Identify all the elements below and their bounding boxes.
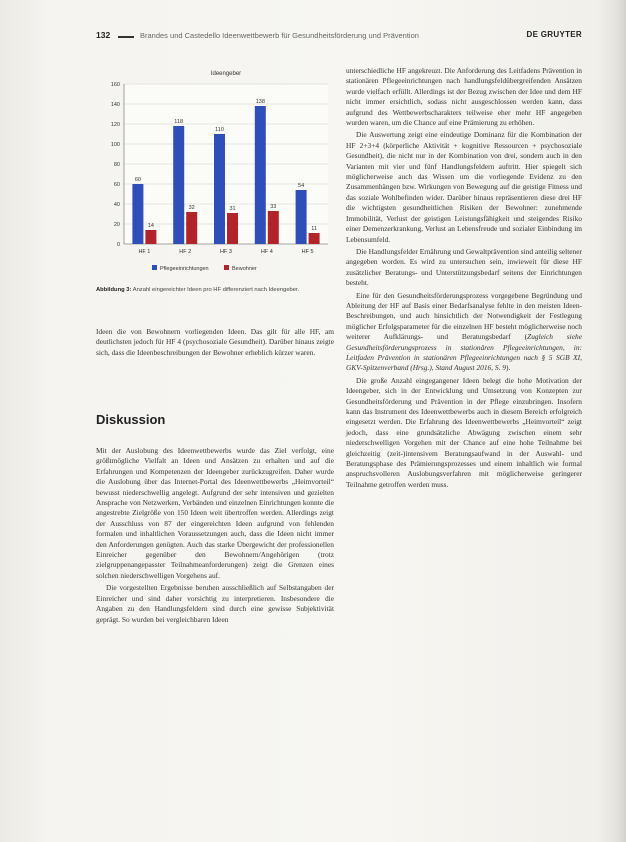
left-top-text [96,327,334,360]
page-number: 132 [96,30,111,40]
paragraph-with-reference [346,291,582,374]
data-label: 138 [255,99,265,105]
bar-pflegeeinrichtungen [214,134,225,244]
paragraph: Mit der Auslobung des Ideenwettbewerbs wurde das Ziel verfolgt, eine größtmögliche Vielfalt an Ideen und Ansätzen zu erhalten und auf die Erfahrungen und Kompetenzen der Ideengeber zurückzugreifen. Daher wurde die Auslobung über das Internet-Portal des Ideenwettbewerbs „Heimvorteil“ bewusst niederschwellig angelegt. Aufgrund der sehr intensiven und gezielten Ansprache von Netzwerken, Verbänden und einzelnen Einrichtungen konnte die angestrebte Zielgröße von 150 Ideen weit übertroffen werden. Allerdings zeigt der Ausschluss von 87 der eingereichten Ideen aufgrund von fehlenden formalen und inhaltlichen Voraussetzungen auch, dass die Ideen nicht immer den Anforderungen genügten. Auch das starke Übergewicht der professionellen Einreicher gegenüber den Bewohnern/Angehörigen (trotz zielgruppenangepasster Teilnahmeanforderungen) zeigt die Grenzen eines solchen niederschwelligen Vorgehens auf. [96,446,334,580]
bar-bewohner [145,230,156,244]
paragraph: Die vorgestellten Ergebnisse beruhen ausschließlich auf Selbstangaben der Einreicher und sind daher vorsichtig zu interpretieren. Insbesondere die Angaben zu den Handlungsfeldern sind durch eine gewisse Subjektivität geprägt. So wurden bei vergleichbaren Ideen [96,583,334,624]
bar-bewohner [309,233,320,244]
spine-shadow [598,0,626,842]
y-tick-label: 80 [113,162,120,168]
bar-pflegeeinrichtungen [255,106,266,244]
data-label: 11 [311,226,317,232]
paragraph: Die Handlungsfelder Ernährung und Gewaltprävention sind anteilig seltener angegeben worden. Es wird zu untersuchen sein, inwieweit für diese HF zusätzlicher Beratungs- und Unterstützungsbedarf seitens der Einrichtungen besteht. [346,246,582,288]
legend-swatch-pflegeeinrichtungen [152,265,157,270]
data-label: 60 [134,177,141,183]
caption-text: Anzahl eingereichter Ideen pro HF differenziert nach Ideengeber. [132,287,300,293]
x-tick-label: HF 2 [179,249,192,255]
paragraph: Die große Anzahl eingegangener Ideen belegt die hohe Motivation der Ideengeber, sich in der Entwicklung und Umsetzung von Konzepten zur Gesundheitsförderung und Prävention in der Pflege einzubringen. Insofern kann das Instrument des Ideenwettbewerbs auch in diesem Bereich erfolgreich eingesetzt werden. Die Erfahrung des Ideenwettbewerbs „Heimvorteil“ zeigt jedoch, dass eine grundsätzliche Abwägung zwischen einem sehr niederschwelligen Vorgehen mit der Chance auf eine hohe Teilnahme bei gleichzeitig (zeit-)intensivem Beratungsaufwand in der Auswahl- und Beratungsphase des Prämierungsprozesses und einem inhaltlich wie formal anspruchsvolleren Auslobungsverfahren mit möglicherweise geringerer Teilnahme getroffen werden muss. [346,375,582,489]
right-column-text [346,66,582,492]
paragraph: Ideen die von Bewohnern vorliegenden Ideen. Das gilt für alle HF, am deutlichsten jedoch für HF 4 (psychosoziale Gesundheit). Darüber hinaus zeigte sich, dass die Ideenbeschreibungen der Bewohner erheblich kürzer waren. [96,327,334,357]
bar-bewohner [227,213,238,244]
header-dash [118,36,134,38]
figure-bar-chart [96,64,338,282]
y-tick-label: 20 [113,222,120,228]
chart-title: Ideengeber [210,71,242,77]
left-bottom-text [96,446,334,627]
bar-bewohner [268,211,279,244]
section-heading-diskussion: Diskussion [96,412,166,427]
bar-pflegeeinrichtungen [132,184,143,244]
running-title: Brandes und Castedello Ideenwettbewerb für Gesundheitsförderung und Prävention [140,31,419,40]
text-run: ). [506,363,511,373]
data-label: 32 [188,205,195,211]
x-tick-label: HF 1 [138,249,151,255]
bar-chart [96,64,338,282]
paragraph: unterschiedliche HF angekreuzt. Die Anforderung des Leitfadens Prävention in stationären Pflegeeinrichtungen nach handlungsfeldübergreifenden Ansätzen wurde vielfach erfüllt. Allerdings ist der Bezug zwischen der Idee und dem HF nicht immer ersichtlich, sodass nicht ausgeschlossen werden kann, dass aufgrund des Wettbewerbscharakters teilweise eher mehr HF angegeben wurden waren, um die Chance auf eine Prämierung zu erhöhen. [346,66,582,128]
data-label: 110 [215,127,224,133]
x-tick-label: HF 4 [260,249,273,255]
bar-pflegeeinrichtungen [296,190,307,244]
figure-caption [96,286,336,294]
legend-label: Bewohner [232,266,257,272]
publisher-name: DE GRUYTER [526,30,582,39]
text-run: Eine für den Gesundheitsförderungsprozess vorgegebene Begründung und Ableitung der HF auf Basis einer Bedarfsanalyse fehlte in den meisten Ideen-Beschreibungen, und auch hinsichtlich der Notwendigkeit der Festlegung möglicher Erfolgsparameter für die einzelnen HF besteht möglicherweise noch weiterer Aufklärungs- und Beratungsbedarf ( [346,290,582,342]
y-tick-label: 120 [110,122,120,128]
paragraph: Die Auswertung zeigt eine eindeutige Dominanz für die Kombination der HF 2+3+4 (körperliche Aktivität + kognitive Ressourcen + psychosoziale Gesundheit), die nicht nur in der Kombination von drei, sondern auch in den Varianten mit vier und fünf Handlungsfeldern auftritt. Hier spiegelt sich möglicherweise auch das Wissen um die vorliegende Evidenz zu den Zusammenhängen bzw. Wirkungen von Bewegung auf die geistige Fitness und das soziale Wohlbefinden wider. Darüber hinaus repräsentieren diese drei HF die wichtigsten gesundheitlichen Risiken der Bewohner: zunehmende Immobilität, Verlust der geistigen Leistungsfähigkeit und steigendes Risiko einer Demenzerkrankung, Verlust an Lebensfreude und sozialer Einbindung im Lebensumfeld. [346,130,582,244]
y-tick-label: 60 [113,182,120,188]
data-label: 54 [298,183,305,189]
caption-label: Abbildung 3: [96,287,132,293]
x-tick-label: HF 3 [220,249,232,255]
x-tick-label: HF 5 [301,249,314,255]
data-label: 33 [270,204,277,210]
running-header [96,30,582,44]
y-tick-label: 160 [110,82,120,88]
legend-swatch-bewohner [224,265,229,270]
y-tick-label: 0 [116,242,120,248]
y-tick-label: 40 [113,202,120,208]
data-label: 31 [229,206,236,212]
y-tick-label: 140 [110,102,120,108]
legend-label: Pflegeeinrichtungen [160,266,209,272]
data-label: 14 [147,223,154,229]
y-tick-label: 100 [110,142,120,148]
bar-pflegeeinrichtungen [173,126,184,244]
data-label: 118 [174,119,184,125]
reference-italic: Zugleich siehe Gesundheitsförderungsprozess in stationären Pflegeeinrichtungen, in: Leitfaden Prävention in stationären Pflegeeinrichtungen nach § 5 SGB XI, GKV-Spitzenverband (Hrsg.), Stand August 2016, S. 9 [346,332,582,373]
bar-bewohner [186,212,197,244]
